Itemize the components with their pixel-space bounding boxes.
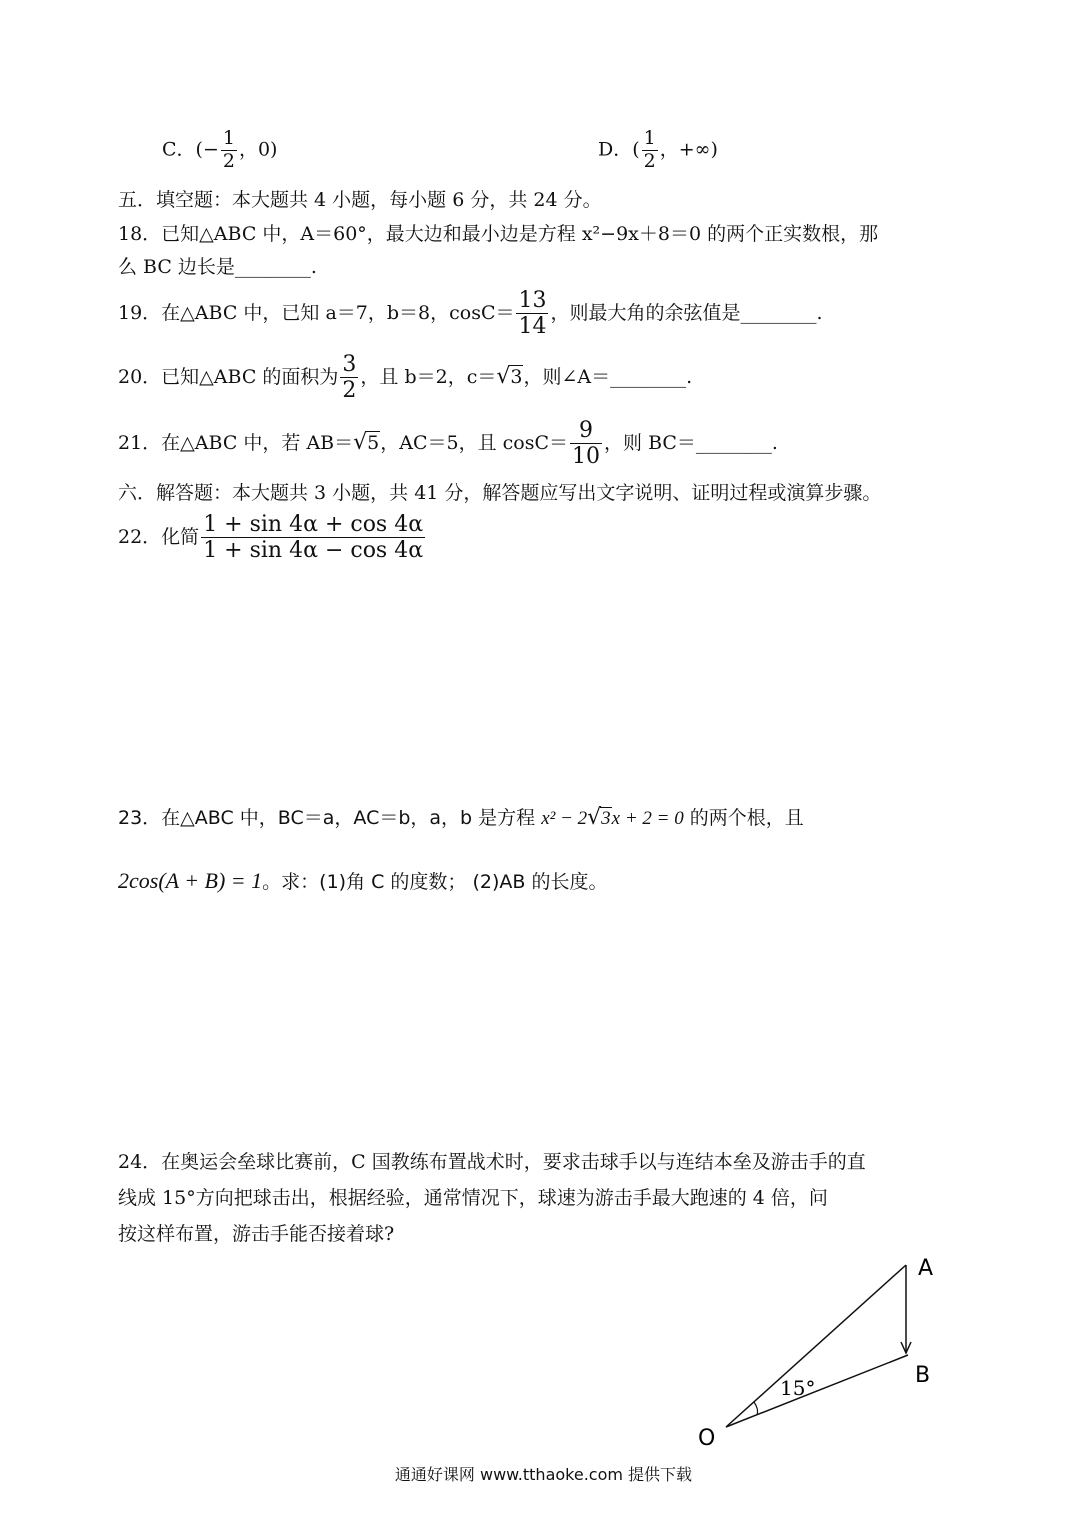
option-d <box>598 128 718 173</box>
q21-mid: ，AC＝5，且 cosC＝ <box>380 431 569 454</box>
q20-den: 2 <box>342 378 357 404</box>
section5-heading: 五．填空题：本大题共 4 小题，每小题 6 分，共 24 分。 <box>118 189 602 211</box>
q23-radicand: 3 <box>601 808 611 829</box>
angle-label: 15° <box>780 1376 816 1400</box>
q19-num: 13 <box>518 288 547 313</box>
q23-eq1: x² − 2 <box>541 808 588 829</box>
q23-sqrt <box>587 807 612 829</box>
q21-radicand: 5 <box>367 431 380 454</box>
q20-num: 3 <box>342 352 357 377</box>
q23-line2-post: 。求：(1)角 C 的度数； (2)AB 的长度。 <box>262 871 608 893</box>
q19-post: ，则最大角的余弦值是________. <box>550 301 823 324</box>
q23-line1-pre: 23．在△ABC 中，BC＝a，AC＝b，a，b 是方程 <box>118 807 536 829</box>
q21-post: ，则 BC＝________. <box>604 431 778 454</box>
angle-arc <box>754 1402 758 1415</box>
q18-line1: 18．已知△ABC 中，A＝60°，最大边和最小边是方程 x²−9x＋8＝0 的两个正实数根，那 <box>118 223 879 245</box>
q19-pre: 19．在△ABC 中，已知 a＝7，b＝8，cosC＝ <box>118 301 515 324</box>
q20-pre: 20．已知△ABC 的面积为 <box>118 365 339 388</box>
q23-line1 <box>118 807 804 829</box>
q20 <box>118 352 692 404</box>
sqrt-sign-icon: √ <box>587 805 602 830</box>
q20-post: ，则∠A＝________. <box>523 365 693 388</box>
option-d-tail: ，+∞) <box>659 138 718 161</box>
q22-num: 1 + sin 4α + cos 4α <box>203 512 424 537</box>
q20-mid: ，且 b＝2，c＝ <box>360 365 497 388</box>
q21-sqrt <box>353 429 380 455</box>
option-d-den: 2 <box>643 149 656 172</box>
option-c-label: C．(− <box>162 138 219 161</box>
label-a: A <box>918 1256 934 1281</box>
option-c <box>162 128 277 173</box>
footer: 通通好课网 www.tthaoke.com 提供下载 <box>394 1465 693 1484</box>
label-o: O <box>698 1426 716 1451</box>
q20-radicand: 3 <box>510 365 523 388</box>
q21-pre: 21．在△ABC 中，若 AB＝ <box>118 431 354 454</box>
q22 <box>118 512 427 564</box>
q23-eq2: x + 2 = 0 <box>611 808 684 829</box>
line-ob <box>726 1355 908 1427</box>
q19-den: 14 <box>518 314 547 340</box>
section6-heading: 六．解答题：本大题共 3 小题，共 41 分，解答题应写出文字说明、证明过程或演算步骤。 <box>118 482 882 504</box>
q23-line1-post: 的两个根，且 <box>689 807 804 829</box>
sqrt-sign-icon: √ <box>496 363 511 389</box>
baseball-figure <box>690 1245 960 1455</box>
q22-pre: 22．化简 <box>118 525 200 548</box>
q21 <box>118 418 778 470</box>
option-c-num: 1 <box>222 127 235 149</box>
q24-line1: 24．在奥运会垒球比赛前，C 国教练布置战术时，要求击球手以与连结本垒及游击手的直 <box>118 1151 866 1173</box>
option-c-den: 2 <box>222 149 235 172</box>
q24-line2: 线成 15°方向把球击出，根据经验，通常情况下，球速为游击手最大跑速的 4 倍，问 <box>118 1187 828 1209</box>
sqrt-sign-icon: √ <box>353 429 368 455</box>
q23-line2-eq: 2cos(A + B) = 1 <box>118 868 263 893</box>
q20-sqrt <box>496 363 523 389</box>
q21-num: 9 <box>570 418 602 444</box>
q24-line3: 按这样布置，游击手能否接着球? <box>118 1223 395 1245</box>
line-oa <box>726 1265 906 1427</box>
option-d-label: D．( <box>598 138 640 161</box>
label-b: B <box>915 1363 931 1388</box>
q18-line2: 么 BC 边长是________. <box>118 256 317 278</box>
q21-den: 10 <box>572 444 601 470</box>
q23-line2 <box>118 870 607 892</box>
option-d-num: 1 <box>643 127 656 149</box>
q19 <box>118 288 823 340</box>
q22-den: 1 + sin 4α − cos 4α <box>203 538 424 564</box>
option-c-tail: ，0) <box>238 138 278 161</box>
